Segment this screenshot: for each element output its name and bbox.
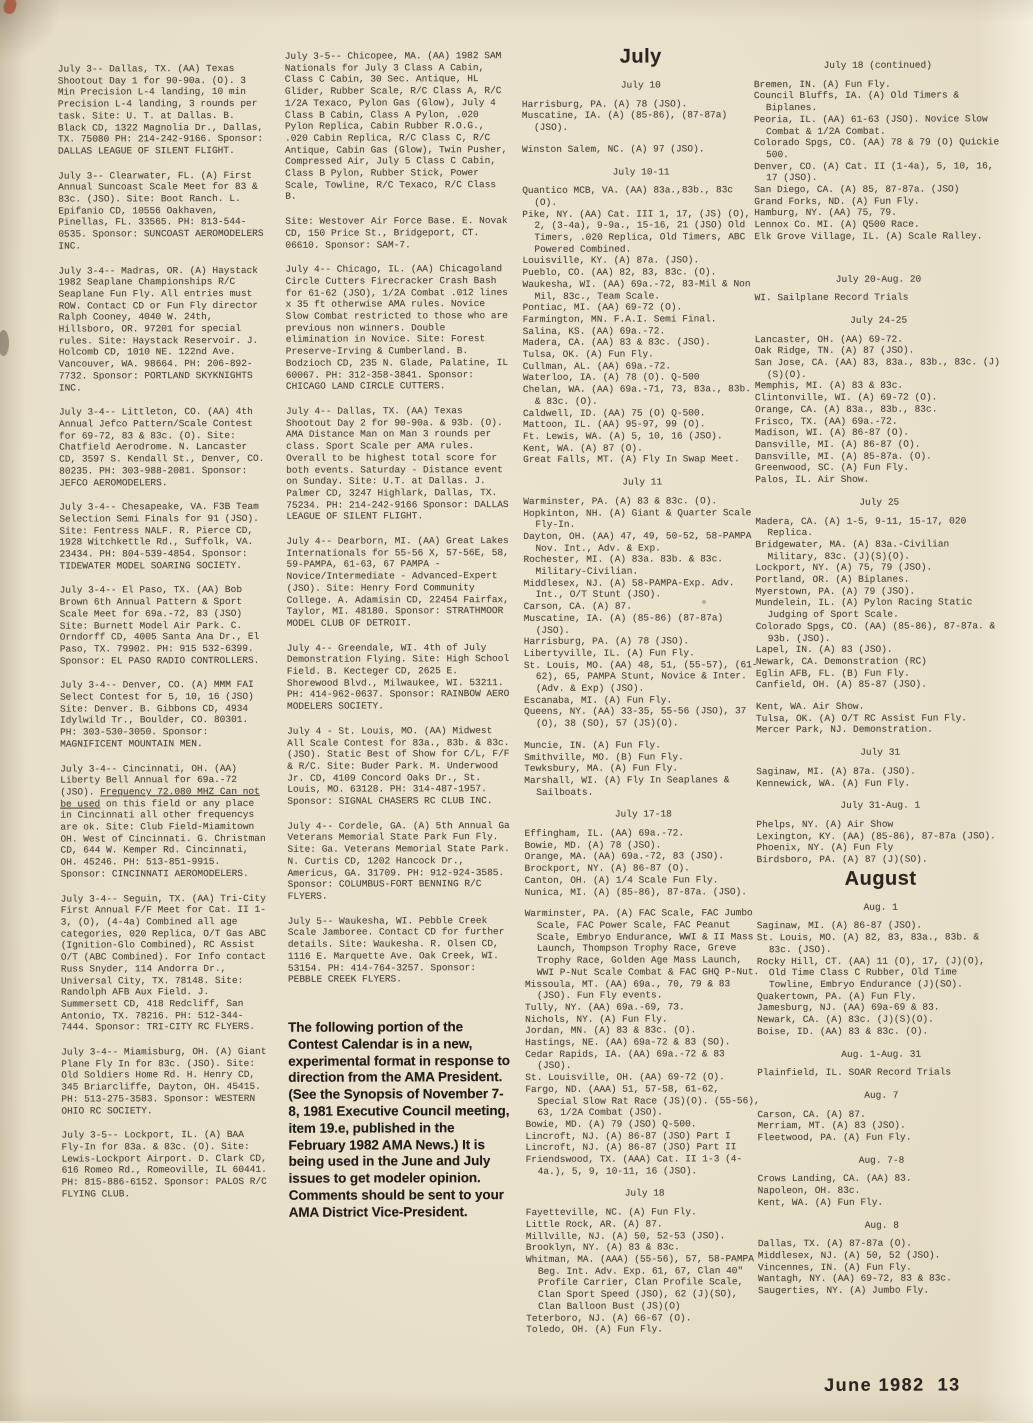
calendar-line: Canfield, OH. (A) 85-87 (JSO). [755, 678, 927, 691]
calendar-line: Pike, NY. (AA) Cat. III 1, 17, (JS) (O), 2, (3-4a), 9-9a., 15-16, 21 (JSO) Old Timers, .020 Replica, Old Timers, ABC Powered Combined. [522, 207, 751, 255]
calendar-line: Brockport, NY. (A) 86-87 (O). [524, 862, 690, 875]
calendar-line: Memphis, MI. (A) 83 & 83c. [754, 380, 904, 392]
calendar-line: Fargo, ND. (AAA) 51, 57-58, 61-62, Special Slow Rat Race (JS)(O). (55-56), 63, 1/2A Combat (JSO). [525, 1083, 760, 1119]
calendar-line: Oak Ridge, TN. (A) 87 (JSO). [754, 344, 915, 357]
calendar-line: Waukesha, WI. (AA) 69a.-72, 83-Mil & Non Mil, 83c., Team Scale. [522, 278, 751, 302]
calendar-line: Farmington, MN. F.A.I. Semi Final. [522, 313, 717, 325]
calendar-line: Tully, NY. (AA) 69a.-69, 73. [525, 1001, 685, 1013]
calendar-line: Denver, CO. (A) Cat. II (1-4a), 5, 10, 16, 17 (JSO). [754, 159, 994, 184]
calendar-line: Phelps, NY. (A) Air Show [756, 818, 894, 831]
column-2 [285, 50, 513, 1221]
calendar-line: Warminster, PA. (A) FAC Scale, FAC Jumbo Scale, FAC Power Scale, FAC Peanut Scale, Embryo Endurance, WWI & II Mass Launch, Thompson Trophy Race, Greve Trophy Race, Golden Age Mass Launch, WWI P-Nut Scale Combat & FAC GHQ P-Nut. [524, 907, 760, 978]
calendar-line: Canton, OH. (A) 1/4 Scale Fun Fly. [524, 874, 719, 886]
calendar-line: Newark, CA. (A) 83c. (J)(S)(O). [757, 1013, 934, 1026]
calendar-line: Lincroft, NJ. (A) 86-87 (JSO) Part II [525, 1141, 737, 1154]
spacer [754, 252, 1002, 263]
calendar-line: Lincroft, NJ. (A) 86-87 (JSO) Part I [525, 1129, 731, 1142]
calendar-line: Whitman, MA. (AAA) (55-56), 57, 58-PAMPA Beg. Int. Adv. Exp. 61, 67, Clan 40" Profile Carrier, Clan Profile Scale, Clan Sport Speed (JSO), 62 (J)(SO), Clan Balloon Bust (JS)(O) [525, 1253, 754, 1312]
calendar-line: Brooklyn, NY. (A) 83 & 83c. [525, 1241, 680, 1254]
calendar-line: Council Bluffs, IA. (A) Old Timers & Biplanes. [753, 89, 960, 114]
calendar-line: Teterboro, NJ. (A) 66-67 (O). [526, 1311, 692, 1324]
month-header: July [619, 45, 662, 68]
calendar-line: Quakertown, PA. (A) Fun Fly. [756, 990, 917, 1002]
calendar-line: Bowie, MD. (A) 78 (JSO). [524, 839, 662, 851]
calendar-line: Orange, CA. (A) 83a., 83b., 83c. [754, 403, 938, 416]
calendar-line: San Diego, CA. (A) 85, 87-87a. (JSO) [754, 183, 960, 196]
calendar-line: Hamburg, NY. (AA) 75, 79. [754, 207, 897, 219]
calendar-line: Vincennes, IN. (A) Fun Fly. [757, 1261, 912, 1273]
calendar-entry: July 3-4-- Cincinnati, OH. (AA) Liberty Bell Annual for 69a.-72 (JSO). Frequency 72.080 MHZ Can not be used on this field or any place in Cincinnati all other frequencys are ok. Site: Club Field-Miamitown OH. West of Cincinnati. G. Christman CD, 644 W. Kemper Rd. Cincinnati, OH. 45246. PH: 513-851-9915. Sponsor: CINCINNATI AEROMODELERS. [60, 762, 266, 880]
date-header: July 20-Aug. 20 [835, 273, 922, 285]
calendar-line: Portland, OR. (A) Biplanes. [755, 573, 910, 586]
calendar-line: Rochester, MI. (A) 83a. 83b. & 83c. Military-Civilian. [523, 553, 724, 577]
calendar-line: Plainfield, IL. SOAR Record Trials [757, 1066, 952, 1079]
calendar-line: Saginaw, MI. (A) 86-87 (JSO). [756, 920, 923, 932]
date-header: July 10-11 [612, 165, 670, 178]
calendar-line: Mundelein, IL. (A) Pylon Racing Static Judging of Sport Scale. [755, 596, 973, 621]
calendar-entry: July 3-4-- Chesapeake, VA. F3B Team Selection Semi Finals for 91 (JSO). Site: Fentress NALF. R. Pierce CD, 1928 Witchkettle Rd., Suffolk, VA. 23434. PH: 804-539-4854. Sponsor: TIDEWATER MODEL SOARING SOCIETY. [59, 501, 259, 572]
calendar-line: Crows Landing, CA. (AA) 83. [757, 1173, 912, 1185]
calendar-line: Muncie, IN. (A) Fun Fly. [524, 739, 661, 751]
calendar-line: Colorado Spgs, CO. (AA) 78 & 79 (O) Quickie 500. [754, 136, 1000, 161]
calendar-entry: July 4 - St. Louis, MO. (AA) Midwest All Scale Contest for 83a., 83b. & 83c. (JSO). Static Best of Show for C/L, F/F & R/C. Site: Buder Park. M. Underwood Jr. CD, 4109 Concord Oaks Dr., St. Louis, MO. 63128. PH: 314-487-1957. Sponsor: SIGNAL CHASERS RC CLUB INC. [287, 724, 510, 807]
calendar-line: Greenwood, SC. (A) Fun Fly. [755, 462, 910, 474]
calendar-line: Napoleon, OH. 83c. [757, 1184, 861, 1197]
calendar-line: Queens, NY. (AA) 33-35, 55-56 (JSO), 37 (O), 38 (SO), 57 (JS)(O). [523, 705, 747, 730]
calendar-line: Myerstown, PA. (A) 79 (JSO). [755, 585, 916, 597]
date-header: July 18 (continued) [823, 59, 932, 71]
calendar-line: Frisco, TX. (AA) 69a.-72. [754, 415, 898, 427]
date-header: Aug. 7 [864, 1089, 899, 1101]
calendar-entry: July 4-- Cordele, GA. (A) 5th Annual Ga Veterans Memorial State Park Fun Fly. Site: Ga. Veterans Memorial State Park. N. Curtis CD, 1202 Hancock Dr., Americus, GA. 31709. PH: 912-924-3585. Sponsor: COLUMBUS-FORT BENNING R/C FLYERS. [287, 819, 510, 902]
calendar-line: Dansville, MI. (A) 86-87 (O). [755, 438, 921, 451]
calendar-line: Pueblo, CO. (AA) 82, 83, 83c. (O). [522, 266, 717, 279]
date-header: Aug. 1-Aug. 31 [841, 1048, 922, 1060]
calendar-line: St. Louis, MO. (AA) 48, 51, (55-57), (61-62), 65, PAMPA Stunt, Novice & Inter. (Adv. & Exp) (JSO). [523, 658, 758, 694]
calendar-line: Waterloo, IA. (A) 78 (O). Q-500 [522, 371, 700, 384]
calendar-line: San Jose, CA. (AA) 83, 83a., 83b., 83c. (J)(S)(O). [754, 356, 1000, 380]
calendar-line: Mercer Park, NJ. Demonstration. [756, 724, 933, 736]
date-header: July 31-Aug. 1 [840, 799, 921, 812]
calendar-line: Bremen, IN. (A) Fun Fly. [753, 78, 891, 90]
column-3 [522, 43, 765, 1336]
calendar-line: Caldwell, ID. (AA) 75 (O) Q-500. [522, 406, 706, 419]
calendar-line: St. Louisville, OH. (AA) 69-72 (O). [525, 1071, 725, 1084]
calendar-line: Smithville, MO. (B) Fun Fly. [524, 750, 684, 763]
calendar-line: Cullman, AL. (AA) 69a.-72. [522, 360, 672, 372]
calendar-line: Missoula, MT. (AA) 69a., 70, 79 & 83 (JSO). Fun Fly events. [524, 977, 731, 1002]
calendar-line: Muscatine, IA. (A) (85-86), (87-87a) (JSO). [521, 109, 728, 134]
calendar-line: Quantico MCB, VA. (AA) 83a.,83b., 83c (O). [522, 184, 734, 208]
calendar-entry: July 3-4-- Denver, CO. (A) MMM FAI Select Contest for 5, 10, 16 (JSO) Site: Denver. B. Gibbons CD, 4934 Idylwild Tr., Boulder, CO. 80301. PH: 303-530-3050. Sponsor: MAGNIFICENT MOUNTAIN MEN. [59, 679, 254, 750]
calendar-line: Cedar Rapids, IA. (AA) 69a.-72 & 83 (JSO). [525, 1048, 725, 1072]
calendar-line: Carson, CA. (A) 87. [757, 1108, 866, 1120]
calendar-line: Madera, CA. (AA) 83 & 83c. (JSO). [522, 336, 711, 349]
calendar-line: Marshall, WI. (A) Fly In Seaplanes & Sailboats. [524, 774, 730, 798]
calendar-entry: July 4-- Chicago, IL. (AA) Chicagoland Circle Cutters Firecracker Crash Bash for 61-62 (JSO), 1/2A Combat .012 lines x 35 ft otherwise AMA rules. Novice Slow Combat restricted to those who are previous non winners. Double elimination in Novice. Site: Forest Preserve-Irving & Cumberland. B. Bodzioch CD, 235 N. Glade, Palatine, IL 60067. PH: 312-358-3841. Sponsor: CHICAGO LAND CIRCLE CUTTERS. [285, 263, 509, 393]
calendar-line: Dansville, MI. (A) 85-87a. (O). [755, 450, 932, 462]
calendar-line: Dayton, OH. (AA) 47, 49, 50-52, 58-PAMPA Nov. Int., Adv. & Exp. [523, 530, 752, 554]
calendar-line: Middlesex, NJ. (A) 50, 52 (JSO). [757, 1249, 941, 1262]
calendar-line: Wantagh, NY. (AA) 69-72, 83 & 83c. [757, 1272, 952, 1285]
calendar-entry: July 3-5-- Lockport, IL. (A) BAA Fly-In for 83a. & 83c. (O). Site: Lewis-Lockport Airport. D. Clark CD, 616 Romeo Rd., Romeoville, IL 60441. PH: 815-886-6152. Sponsor: PALOS R/C FLYING CLUB. [61, 1129, 267, 1200]
calendar-line: Peoria, IL. (AA) 61-63 (JSO). Novice Slow Combat & 1/2A Combat. [753, 113, 988, 137]
calendar-line: Hopkinton, NH. (A) Giant & Quarter Scale Fly-In. [523, 506, 752, 531]
calendar-line: Millville, NJ. (A) 50, 52-53 (JSO). [525, 1229, 726, 1242]
calendar-line: Libertyville, IL. (A) Fun Fly. [523, 647, 695, 659]
calendar-line: Eglin AFB, FL. (B) Fun Fly. [755, 667, 910, 679]
calendar-line: Fleetwood, PA. (A) Fun Fly. [757, 1131, 912, 1144]
calendar-line: Harrisburg, PA. (A) 78 (JSO). [521, 98, 688, 110]
calendar-line: Escanaba, MI. (A) Fun Fly. [523, 694, 673, 706]
calendar-line: Great Falls, MT. (A) Fly In Swap Meet. [523, 453, 740, 466]
calendar-line: Mattoon, IL. (AA) 95-97, 99 (O). [522, 418, 706, 431]
calendar-line: Birdsboro, PA. (A) 87 (J)(SO). [756, 853, 928, 866]
calendar-line: Fayetteville, NC. (A) Fun Fly. [525, 1206, 697, 1219]
calendar-line: Grand Forks, ND. (A) Fun Fly. [754, 195, 920, 207]
calendar-line: Carson, CA. (A) 87. [523, 600, 632, 613]
calendar-line: Madera, CA. (A) 1-5, 9-11, 15-17, 020 Replica. [755, 514, 967, 539]
calendar-line: Winston Salem, NC. (A) 97 (JSO). [522, 143, 705, 155]
date-header: July 24-25 [850, 314, 908, 326]
calendar-line: Palos, IL. Air Show. [755, 473, 870, 486]
calendar-line: St. Louis, MO. (A) 82, 83, 83a., 83b. & 83c. (JSO). [756, 931, 980, 956]
calendar-line: Little Rock, AR. (A) 87. [525, 1218, 663, 1230]
calendar-entry: July 3-4-- Miamisburg, OH. (A) Giant Plane Fly In for 83c. (JSO). Site: Old Soldiers Home Rd. H. Henry CD, 345 Briarcliffe, Dayton, OH. 45415. PH: 513-275-3583. Sponsor: WESTERN OHIO RC SOCIETY. [61, 1045, 267, 1117]
calendar-line: Elk Grove Village, IL. (A) Scale Ralley. [754, 230, 983, 243]
date-header: July 18 [624, 1187, 665, 1200]
date-header: Aug. 8 [864, 1219, 899, 1231]
calendar-line: Tewksbury, MA. (A) Fun Fly. [524, 762, 679, 775]
calendar-line: Tulsa, OK. (A) Fun Fly. [522, 348, 654, 361]
calendar-line: Lockport, NY. (A) 75, 79 (JSO). [755, 561, 933, 574]
date-header: July 25 [859, 496, 900, 508]
calendar-line: Jordan, MN. (A) 83 & 83c. (O). [525, 1024, 697, 1037]
calendar-entry: July 3-- Clearwater, FL. (A) First Annual Suncoast Scale Meet for 83 & 83c. (JSO). Site: Boot Ranch. L. Epifanio CD, 10556 Oakhaven, Pinellas, FL. 33565. PH: 813-544-0535. Sponsor: SUNCOAST AEROMODELERS INC. [58, 169, 264, 252]
calendar-line: Muscatine, IA. (A) (85-86) (87-87a) (JSO). [523, 612, 724, 636]
calendar-line: Harrisburg, PA. (A) 78 (JSO). [523, 635, 690, 648]
column-1 [58, 63, 269, 1213]
calendar-line: Middlesex, NJ. (A) 58-PAMPA-Exp. Adv. Int., O/T Stunt (JSO). [523, 576, 735, 601]
date-header: July 10 [620, 79, 661, 91]
date-header: Aug. 7-8 [858, 1154, 905, 1166]
calendar-line: Warminster, PA. (A) 83 & 83c. (O). [523, 495, 718, 507]
calendar-line: Kent, WA. Air Show. [755, 700, 865, 713]
calendar-entry: July 4-- Dallas, TX. (AA) Texas Shootout Day 2 for 90-90a. & 93b. (O). AMA Distance Man on Man 3 rounds per class. Sport Scale per AMA rules. Overall to be highest total score for both events. Saturday - Distance event on Sunday. Site: U.T. at Dallas. J. Palmer CD, 3247 Highlark, Dallas, TX. 75234. PH: 214-242-9166 Sponsor: DALLAS LEAGUE OF SILENT FLIGHT. [285, 405, 509, 523]
calendar-line: Phoenix, NY. (A) Fun Fly [756, 842, 894, 854]
calendar-line: Bridgewater, MA. (A) 83a.-Civilian Military, 83c. (J)(S)(O). [755, 538, 950, 562]
date-header: July 11 [622, 476, 663, 488]
calendar-line: Effingham, IL. (AA) 69a.-72. [524, 827, 685, 840]
calendar-line: Kent, WA. (A) 87 (O). [523, 442, 643, 454]
calendar-line: Chelan, WA. (AA) 69a.-71, 73, 83a., 83b. & 83c. (O). [522, 383, 751, 407]
calendar-line: Clintonville, WI. (A) 69-72 (O). [754, 391, 938, 404]
calendar-line: Nichols, NY. (A) Fun Fly. [525, 1013, 668, 1025]
calendar-entry: July 4-- Greendale, WI. 4th of July Demonstration Flying. Site: High School Field. B. Kecteger CD, 2625 E. Shorewood Blvd., Milwaukee, WI. 53211. PH: 414-962-0637. Sponsor: RAINBOW AERO MODELERS SOCIETY. [286, 641, 510, 712]
calendar-line: Louisville, KY. (A) 87a. (JSO). [522, 254, 700, 267]
calendar-line: Ft. Lewis, WA. (A) 5, 10, 16 (JSO). [523, 430, 723, 442]
date-header: July 31 [860, 746, 901, 758]
calendar-entry: July 3-4-- Madras, OR. (A) Haystack 1982 Seaplane Championships R/C Seaplane Fun Fly. All entries must ROW. Contact CD or Fun Fly director Ralph Cooney, 4040 W. 24th, Hillsboro, OR. 97201 for special rules. Site: Haystack Reservoir. J. Holcomb CD, 1010 NE. 122nd Ave. Vancouver, WA. 98664. PH: 206-892-7732. Sponsor: PORTLAND SKYKNIGHTS INC. [58, 264, 259, 394]
calendar-line: Saugerties, NY. (A) Jumbo Fly. [758, 1284, 930, 1297]
date-header: July 17-18 [614, 808, 672, 821]
editor-notice: The following portion of the Contest Calendar is in a new, experimental format in response to direction from the AMA President. (See the Synopsis of November 7-8, 1981 Executive Council meeting, item 19.e, published in the February 1982 AMA News.) It is being used in the June and July issues to get modeler opinion. Comments should be sent to your AMA District Vice-President. [288, 1019, 510, 1220]
calendar-line: Tulsa, OK. (A) O/T RC Assist Fun Fly. [756, 712, 967, 724]
calendar-line: Lennox Co. MI. (A) Q500 Race. [754, 218, 920, 231]
calendar-line: Hastings, NE. (AA) 69a-72 & 83 (SO). [525, 1036, 731, 1049]
calendar-line: Salina, KS. (AA) 69a.-72. [522, 325, 666, 337]
calendar-line: Pontiac, MI. (AA) 69-72 (O). [522, 301, 683, 314]
calendar-line: Lancaster, OH. (AA) 69-72. [754, 333, 903, 345]
calendar-line: Orange, MA. (AA) 69a.-72, 83 (JSO). [524, 850, 725, 863]
calendar-line: Dallas, TX. (A) 87-87a (O). [757, 1237, 912, 1250]
page-footer: June 1982 13 [824, 1374, 961, 1395]
calendar-line: Nunica, MI. (A) (85-86), 87-87a. (JSO). [524, 885, 747, 898]
calendar-line: Jamesburg, NJ. (AA) 69a-69 & 83. [757, 1001, 940, 1014]
column-4 [754, 48, 1006, 1297]
calendar-line: Lapel, IN. (A) 83 (JSO). [755, 643, 893, 656]
calendar-line: Lexington, KY. (AA) (85-86), 87-87a (JSO). [756, 829, 996, 842]
month-header: August [844, 867, 917, 890]
calendar-line: Colorado Spgs, CO. (AA) (85-86), 87-87a. & 93b. (JSO). [755, 620, 996, 644]
date-header: Aug. 1 [863, 901, 898, 913]
calendar-line: Madison, WI. (A) 86-87 (O). [755, 426, 909, 439]
calendar-entry: July 3-5-- Chicopee, MA. (AA) 1982 SAM Nationals for July 3 Class A Cabin, Class C Cabin, 30 Sec. Antique, HL Glider, Rubber Scale, R/C Class A, R/C 1/2A Texaco, Pylon Gas (Glow), July 4 Class B Cabin, Class A Pylon, .020 Pylon Replica, Cabin Rubber R.O.G., .020 Cabin Replica, R/C Class C, R/C Antique, Cabin Gas (Glow), Twin Pusher, Compressed Air, July 5 Class C Cabin, Class B Pylon, Rubber Stick, Power Scale, Towline, R/C Texaco, R/C Class B. [284, 50, 508, 203]
calendar-line: Merriam, MT. (A) 83 (JSO). [757, 1119, 906, 1132]
calendar-entry: July 5-- Waukesha, WI. Pebble Creek Scale Jamboree. Contact CD for further details. Site: Waukesha. R. Olsen CD, 1116 E. Marquette Ave. Oak Creek, WI. 53154. PH: 414-764-3257. Sponsor: PEBBLE CREEK FLYERS. [287, 914, 505, 986]
calendar-entry: July 4-- Dearborn, MI. (AA) Great Lakes Internationals for 55-56 X, 57-56E, 58, 59-PAMPA, 61-63, 67 PAMPA - Novice/Intermediate - Advanced-Expert (JSO). Site: Henry Ford Community College. A. Adamisin CD, 22454 Fairfax, Taylor, MI. 48180. Sponsor: STRATHMOOR MODEL CLUB OF DETROIT. [286, 535, 509, 629]
calendar-line: Saginaw, MI. (A) 87a. (JSO). [756, 765, 916, 778]
calendar-entry: July 3-4-- Seguin, TX. (AA) Tri-City First Annual F/F Meet for Cat. II 1-3, (O), (4-4a) Combined all age categories, 020 Replica, O/T Gas ABC (Ignition-Glo Combined), RC Assist O/T (ABC Combined). For Info contact Russ Snyder, 114 Andorra Dr., Universal City, TX. 78148. Site: Randolph AFB Aux Field. J. Summersett CD, 418 Redcliff, San Antonio, TX. 78216. PH: 512-344-7444. Sponsor: TRI-CITY RC FLYERS. [60, 892, 267, 1033]
calendar-line: Friendswood, TX. (AAA) Cat. II 1-3 (4-4a.), 5, 9, 10-11, 16 (JSO). [525, 1153, 743, 1177]
calendar-entry: Site: Westover Air Force Base. E. Novak CD, 150 Price St., Bridgeport, CT. 06610. Sponsor: SAM-7. [285, 215, 508, 251]
calendar-entry: July 3-4-- Littleton, CO. (AA) 4th Annual Jefco Pattern/Scale Contest for 69-72, 83 & 83c. (O). Site: Chatfield Aerodrome. N. Lancaster CD, 3597 S. Kendall St., Denver, CO. 80235. PH: 303-988-2081. Sponsor: JEFCO AEROMODELERS. [58, 406, 265, 489]
calendar-line: Toledo, OH. (A) Fun Fly. [526, 1323, 664, 1336]
calendar-line: Kent, WA. (A) Fun Fly. [757, 1196, 884, 1209]
calendar-line: Newark, CA. Demonstration (RC) [755, 655, 927, 668]
calendar-line: WI. Sailplane Record Trials [754, 291, 909, 304]
calendar-line: Bowie, MD. (A) 79 (JSO) Q-500. [525, 1118, 697, 1130]
calendar-line: Rocky Hill, CT. (AA) 11 (O), 17, (J)(O), Old Time Class C Rubber, Old Time Towline, Embryo Endurance (J)(SO). [756, 954, 985, 991]
calendar-entry: July 3-4-- El Paso, TX. (AA) Bob Brown 6th Annual Pattern & Sport Scale Meet for 69a.-72, 83 (JSO) Site: Burnett Model Air Park. C. Orndorff CD, 4005 Santa Ana Dr., El Paso, TX. 79902. PH: 915 532-6399. Sponsor: EL PASO RADIO CONTROLLERS. [59, 584, 260, 667]
calendar-line: Boise, ID. (AA) 83 & 83c. (O). [757, 1025, 929, 1037]
calendar-entry: July 3-- Dallas, TX. (AA) Texas Shootout Day 1 for 90-90a. (O). 3 Min Precision L-4 landing, 10 min Precision L-4 landing, 3 rounds per task. Site: U. T. at Dallas. B. Black CD, 1322 Magnolia Dr., Dallas, TX. 75080 PH: 214-242-9166. Sponsor: DALLAS LEAGUE OF SILENT FLIGHT. [57, 62, 264, 157]
calendar-line: Kennewick, WA. (A) Fun Fly. [756, 777, 911, 789]
